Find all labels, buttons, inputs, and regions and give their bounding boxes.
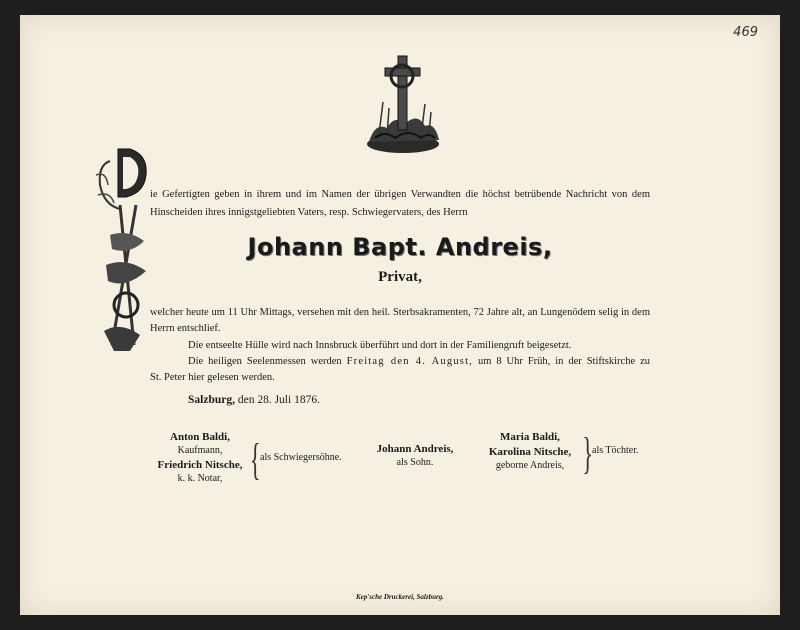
mass-line-2: St. Peter hier gelesen werden. bbox=[150, 372, 275, 383]
son-in-law-2 bbox=[140, 458, 260, 485]
signer-role: k. k. Notar, bbox=[177, 473, 223, 484]
grave-cross-icon bbox=[365, 42, 441, 154]
mass-date: Freitag den 4. August, bbox=[346, 356, 474, 367]
archive-sheet-number: 469 bbox=[733, 25, 758, 40]
deceased-name: Johann Bapt. Andreis, bbox=[247, 233, 553, 261]
death-paragraph: welcher heute um 11 Uhr Mittags, versehen mit den heil. Sterbsakramenten, 72 Jahre alt, an Lungenödem selig in dem Herrn entschlief. bbox=[150, 307, 650, 334]
place: Salzburg, bbox=[188, 394, 235, 406]
signer-name: Friedrich Nitsche, bbox=[157, 459, 243, 471]
daughters-label: als Töchter. bbox=[592, 445, 639, 456]
mass-text-a: Die heiligen Seelenmessen werden bbox=[188, 356, 342, 367]
mass-text-c: um 8 Uhr Früh, in der Stiftskirche zu bbox=[477, 356, 650, 367]
daughter-1 bbox=[475, 430, 585, 444]
burial-text: Die entseelte Hülle wird nach Innsbruck überführt und dort in der Familiengruft beigesetzt. bbox=[188, 340, 572, 351]
signer-name: Johann Andreis, bbox=[376, 443, 454, 455]
date: den 28. Juli 1876. bbox=[237, 394, 320, 406]
intro-text: ie Gefertigten geben in ihrem und im Namen der übrigen Verwandten die höchst betrübende Nachricht von dem Hinscheiden ihres innigstgeliebten Vaters, resp. Schwiegervaters, des Herrn bbox=[150, 189, 650, 218]
mass-paragraph bbox=[150, 354, 650, 386]
printer-imprint: Kep'sche Druckerei, Salzburg. bbox=[356, 593, 444, 601]
son-in-law-1 bbox=[140, 430, 260, 457]
place-date bbox=[188, 394, 320, 406]
burial-paragraph bbox=[150, 338, 650, 354]
daughter-2 bbox=[475, 445, 585, 472]
signers-block bbox=[20, 430, 780, 510]
deceased-title: Privat, bbox=[378, 269, 422, 285]
son bbox=[355, 442, 475, 469]
signer-role: als Sohn. bbox=[396, 457, 434, 468]
signer-name: Anton Baldi, bbox=[170, 431, 230, 443]
death-notice-sheet bbox=[20, 15, 780, 615]
brace-icon: { bbox=[250, 435, 261, 484]
signer-role: Kaufmann, bbox=[177, 445, 223, 456]
signer-name: Karolina Nitsche, bbox=[488, 446, 572, 458]
mass-line-1 bbox=[150, 354, 650, 370]
intro-paragraph bbox=[150, 186, 650, 222]
sons-in-law-label: als Schwiegersöhne. bbox=[260, 452, 342, 463]
signer-role: geborne Andreis, bbox=[495, 460, 565, 471]
signer-name: Maria Baldi, bbox=[500, 431, 560, 443]
closing-brace-icon: { bbox=[582, 429, 593, 478]
